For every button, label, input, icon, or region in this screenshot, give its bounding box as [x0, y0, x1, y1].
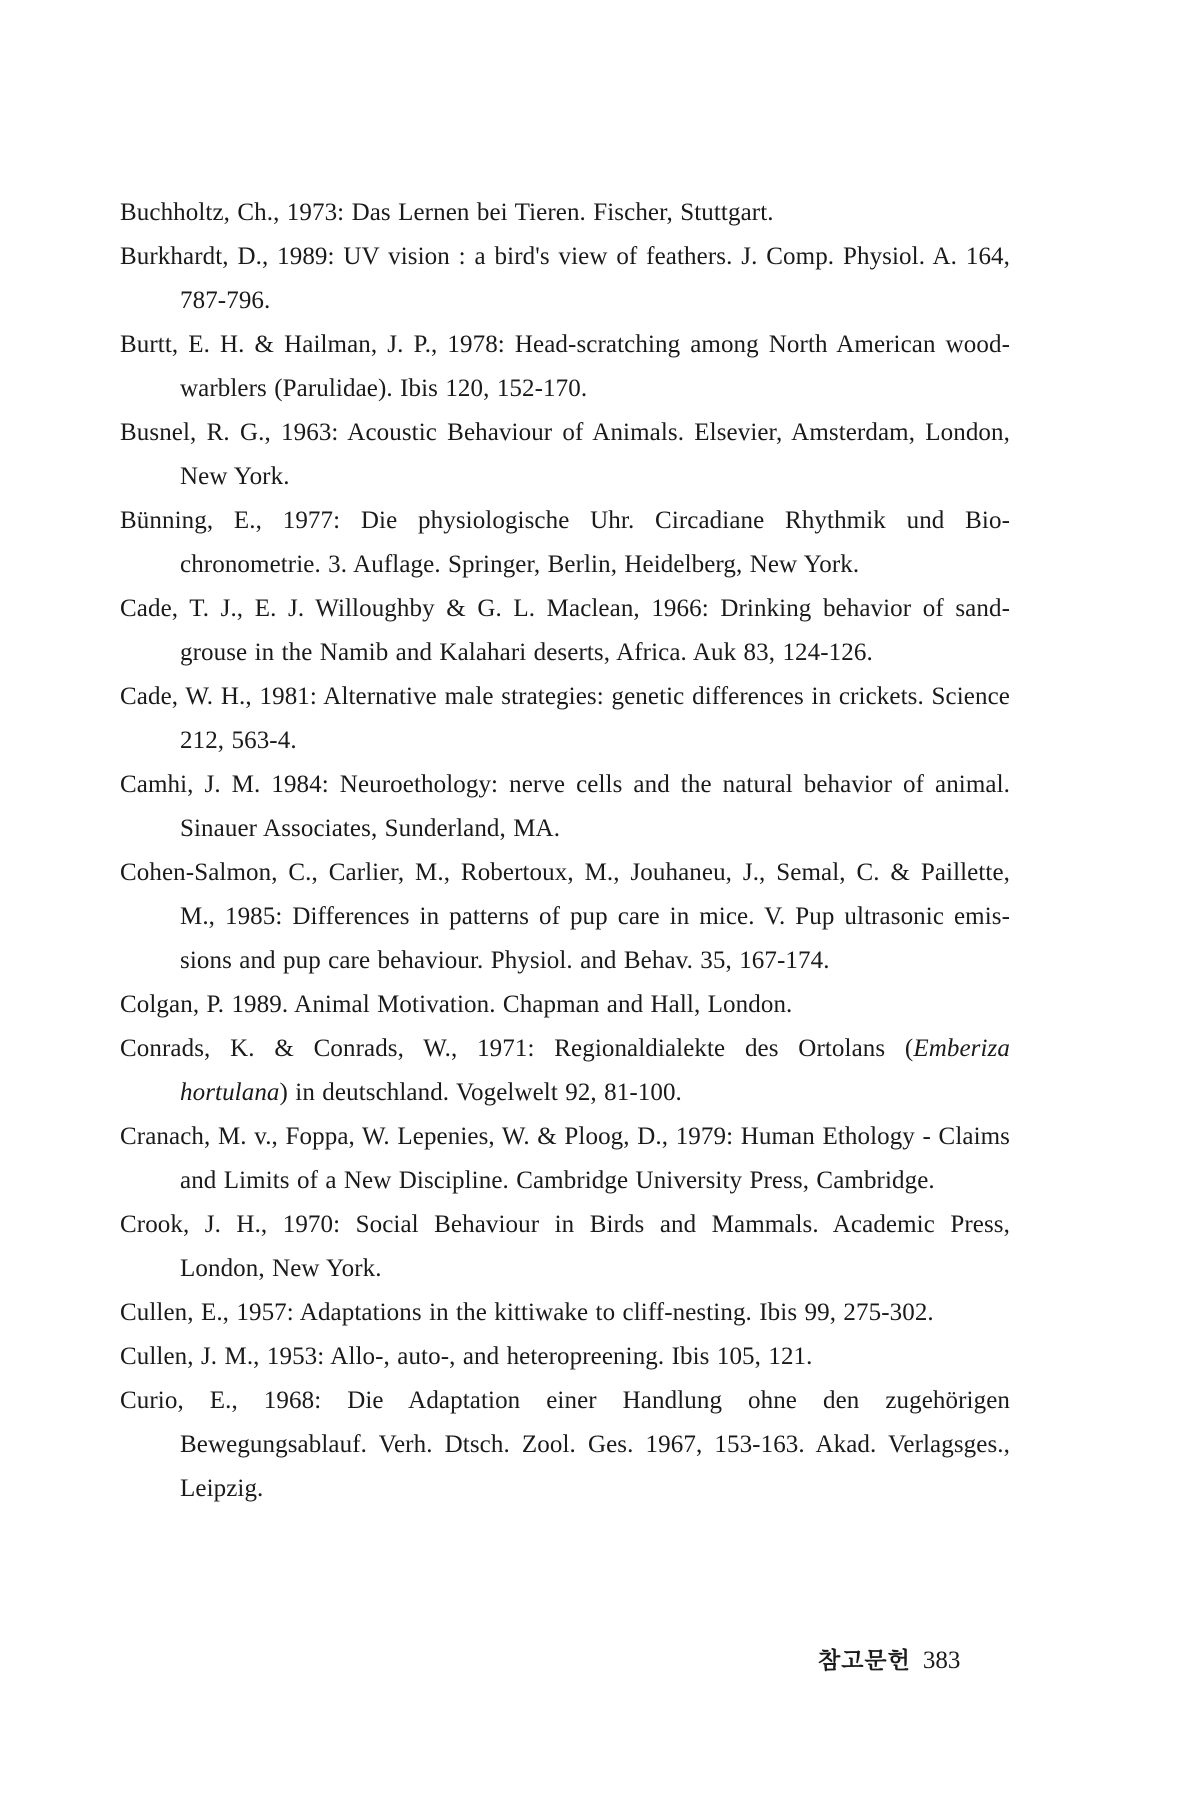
reference-entry: [120, 1027, 1010, 1115]
reference-entry: [120, 323, 1010, 411]
reference-entry: [120, 851, 1010, 983]
reference-text: Cranach, M. v., Foppa, W. Lepenies, W. & Ploog, D., 1979: Human Ethology - Claims and Limits of a New Discipline. Cambridge University Press, Cambridge.: [120, 1123, 1010, 1194]
reference-entry: [120, 1335, 1010, 1379]
reference-entry: [120, 1115, 1010, 1203]
reference-text: Bünning, E., 1977: Die physiologische Uhr. Circadiane Rhythmik und Bio-chronometrie. 3. Auflage. Springer, Berlin, Heidelberg, New York.: [120, 507, 1010, 578]
reference-entry: [120, 499, 1010, 587]
reference-text: Cullen, J. M., 1953: Allo-, auto-, and heteropreening. Ibis 105, 121.: [120, 1343, 813, 1370]
reference-entry: [120, 1291, 1010, 1335]
reference-text: Cade, T. J., E. J. Willoughby & G. L. Maclean, 1966: Drinking behavior of sand-grouse in the Namib and Kalahari deserts, Africa. Auk 83, 124-126.: [120, 595, 1010, 666]
reference-entry: [120, 411, 1010, 499]
reference-text: Cullen, E., 1957: Adaptations in the kittiwake to cliff-nesting. Ibis 99, 275-302.: [120, 1299, 934, 1326]
reference-text: Cohen-Salmon, C., Carlier, M., Robertoux, M., Jouhaneu, J., Semal, C. & Paillette, M., 1985: Differences in patterns of pup care in mice. V. Pup ultrasonic emis-sions and pup care behaviour. Physiol. and Behav. 35, 167-174.: [120, 859, 1010, 974]
reference-text: Colgan, P. 1989. Animal Motivation. Chapman and Hall, London.: [120, 991, 793, 1018]
reference-entry: [120, 1203, 1010, 1291]
reference-list: [120, 191, 1010, 1511]
reference-text: Curio, E., 1968: Die Adaptation einer Handlung ohne den zugehörigen Bewegungsablauf. Verh. Dtsch. Zool. Ges. 1967, 153-163. Akad. Verlagsges., Leipzig.: [120, 1387, 1010, 1502]
section-title: 참고문헌: [818, 1648, 911, 1674]
reference-text-cont: ) in deutschland. Vogelwelt 92, 81-100.: [279, 1079, 682, 1106]
reference-text: Buchholtz, Ch., 1973: Das Lernen bei Tieren. Fischer, Stuttgart.: [120, 199, 774, 226]
reference-entry: [120, 763, 1010, 851]
reference-text: Crook, J. H., 1970: Social Behaviour in Birds and Mammals. Academic Press, London, New York.: [120, 1211, 1010, 1282]
reference-entry: [120, 1379, 1010, 1511]
reference-text: Cade, W. H., 1981: Alternative male strategies: genetic differences in crickets. Science 212, 563-4.: [120, 683, 1010, 754]
reference-species-name: Emberiza hortulana: [180, 1035, 1010, 1106]
reference-text: Busnel, R. G., 1963: Acoustic Behaviour of Animals. Elsevier, Amsterdam, London, New York.: [120, 419, 1010, 490]
reference-entry: [120, 675, 1010, 763]
reference-entry: [120, 235, 1010, 323]
reference-text: Burtt, E. H. & Hailman, J. P., 1978: Head-scratching among North American wood-warblers (Parulidae). Ibis 120, 152-170.: [120, 331, 1010, 402]
page-number: 383: [922, 1647, 961, 1674]
reference-entry: [120, 983, 1010, 1027]
reference-text: Burkhardt, D., 1989: UV vision : a bird's view of feathers. J. Comp. Physiol. A. 164, 787-796.: [120, 243, 1010, 314]
reference-text: Conrads, K. & Conrads, W., 1971: Regionaldialekte des Ortolans (: [120, 1035, 914, 1062]
reference-entry: [120, 587, 1010, 675]
page-footer: [818, 1643, 960, 1679]
reference-entry: [120, 191, 1010, 235]
reference-text: Camhi, J. M. 1984: Neuroethology: nerve cells and the natural behavior of animal. Sinauer Associates, Sunderland, MA.: [120, 771, 1010, 842]
